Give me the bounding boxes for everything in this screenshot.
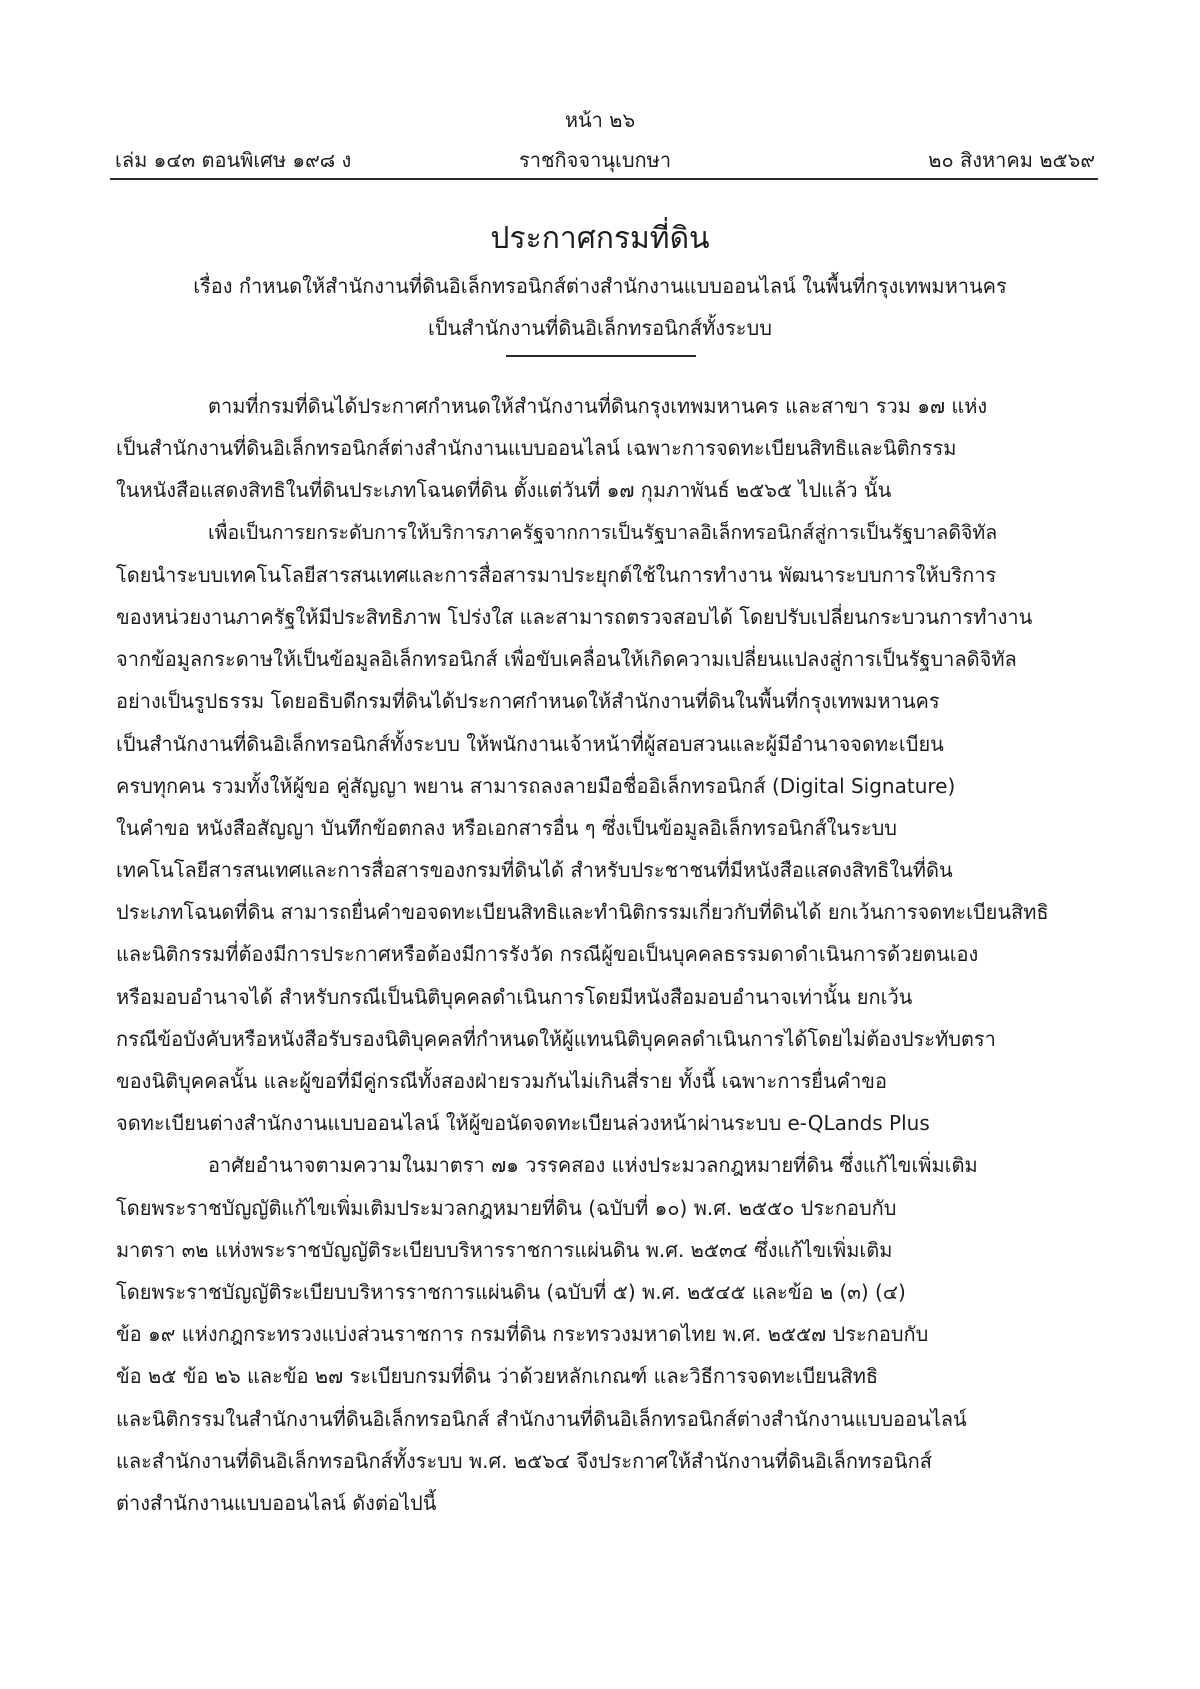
- publication-name: ราชกิจจานุเบกษา: [519, 148, 672, 172]
- body-line: จดทะเบียนต่างสำนักงานแบบออนไลน์ ให้ผู้ขอนัดจดทะเบียนล่วงหน้าผ่านระบบ e-QLands Plus: [116, 1111, 930, 1136]
- document-body: [116, 385, 1096, 1524]
- body-line: ประเภทโฉนดที่ดิน สามารถยื่นคำขอจดทะเบียนสิทธิและทำนิติกรรมเกี่ยวกับที่ดินได้ ยกเว้นการจดทะเบียนสิทธิ: [116, 900, 1049, 925]
- body-line: โดยพระราชบัญญัติระเบียบบริหารราชการแผ่นดิน (ฉบับที่ ๕) พ.ศ. ๒๕๔๕ และข้อ ๒ (๓) (๔): [116, 1279, 906, 1304]
- body-line: ในคำขอ หนังสือสัญญา บันทึกข้อตกลง หรือเอกสารอื่น ๆ ซึ่งเป็นข้อมูลอิเล็กทรอนิกส์ในระบบ: [116, 815, 897, 840]
- body-line: โดยพระราชบัญญัติแก้ไขเพิ่มเติมประมวลกฎหมายที่ดิน (ฉบับที่ ๑๐) พ.ศ. ๒๕๕๐ ประกอบกับ: [116, 1195, 897, 1220]
- body-line: กรณีข้อบังคับหรือหนังสือรับรองนิติบุคคลที่กำหนดให้ผู้แทนนิติบุคคลดำเนินการได้โดยไม่ต้องประทับตรา: [116, 1026, 996, 1051]
- body-line: เพื่อเป็นการยกระดับการให้บริการภาครัฐจากการเป็นรัฐบาลอิเล็กทรอนิกส์สู่การเป็นรัฐบาลดิจิทัล: [208, 520, 998, 544]
- document-subject: [0, 265, 1200, 349]
- body-line: ของหน่วยงานภาครัฐให้มีประสิทธิภาพ โปร่งใส และสามารถตรวจสอบได้ โดยปรับเปลี่ยนกระบวนการทำงาน: [116, 604, 1033, 629]
- body-line: และนิติกรรมในสำนักงานที่ดินอิเล็กทรอนิกส์ สำนักงานที่ดินอิเล็กทรอนิกส์ต่างสำนักงานแบบออนไลน์: [116, 1406, 967, 1431]
- subject-line: เป็นสำนักงานที่ดินอิเล็กทรอนิกส์ทั้งระบบ: [428, 316, 772, 340]
- body-line: เทคโนโลยีสารสนเทศและการสื่อสารของกรมที่ดินได้ สำหรับประชาชนที่มีหนังสือแสดงสิทธิในที่ดิน: [116, 858, 953, 883]
- body-line: อาศัยอำนาจตามความในมาตรา ๗๑ วรรคสอง แห่งประมวลกฎหมายที่ดิน ซึ่งแก้ไขเพิ่มเติม: [208, 1153, 978, 1178]
- body-line: มาตรา ๓๒ แห่งพระราชบัญญัติระเบียบบริหารราชการแผ่นดิน พ.ศ. ๒๕๓๔ ซึ่งแก้ไขเพิ่มเติม: [116, 1237, 893, 1262]
- body-line: ต่างสำนักงานแบบออนไลน์ ดังต่อไปนี้: [116, 1490, 437, 1515]
- body-line: ครบทุกคน รวมทั้งให้ผู้ขอ คู่สัญญา พยาน สามารถลงลายมือชื่ออิเล็กทรอนิกส์ (Digital Signature): [116, 773, 956, 798]
- body-line: และนิติกรรมที่ต้องมีการประกาศหรือต้องมีการรังวัด กรณีผู้ขอเป็นบุคคลธรรมดาดำเนินการด้วยตนเอง: [116, 942, 979, 967]
- body-line: เป็นสำนักงานที่ดินอิเล็กทรอนิกส์ทั้งระบบ ให้พนักงานเจ้าหน้าที่ผู้สอบสวนและผู้มีอำนาจจดทะเบียน: [116, 731, 944, 756]
- title-divider: [506, 355, 696, 357]
- body-line: อย่างเป็นรูปธรรม โดยอธิบดีกรมที่ดินได้ประกาศกำหนดให้สำนักงานที่ดินในพื้นที่กรุงเทพมหานคร: [116, 689, 940, 714]
- body-line: เป็นสำนักงานที่ดินอิเล็กทรอนิกส์ต่างสำนักงานแบบออนไลน์ เฉพาะการจดทะเบียนสิทธิและนิติกรรม: [116, 436, 957, 461]
- body-line: ของนิติบุคคลนั้น และผู้ขอที่มีคู่กรณีทั้งสองฝ่ายรวมกันไม่เกินสี่ราย ทั้งนี้ เฉพาะการยื่นคำขอ: [116, 1069, 887, 1093]
- page-number: หน้า ๒๖: [564, 108, 636, 132]
- body-line: ข้อ ๒๕ ข้อ ๒๖ และข้อ ๒๗ ระเบียบกรมที่ดิน ว่าด้วยหลักเกณฑ์ และวิธีการจดทะเบียนสิทธิ: [116, 1364, 879, 1389]
- header-divider: [110, 178, 1098, 180]
- body-line: จากข้อมูลกระดาษให้เป็นข้อมูลอิเล็กทรอนิกส์ เพื่อขับเคลื่อนให้เกิดความเปลี่ยนแปลงสู่การเป็นรัฐบาลดิจิทัล: [116, 647, 1017, 672]
- publication-date: ๒๐ สิงหาคม ๒๕๖๙: [928, 148, 1095, 172]
- volume-info: เล่ม ๑๔๓ ตอนพิเศษ ๑๙๘ ง: [115, 148, 352, 172]
- body-line: และสำนักงานที่ดินอิเล็กทรอนิกส์ทั้งระบบ พ.ศ. ๒๕๖๔ จึงประกาศให้สำนักงานที่ดินอิเล็กทรอนิกส์: [116, 1448, 932, 1473]
- body-line: ข้อ ๑๙ แห่งกฎกระทรวงแบ่งส่วนราชการ กรมที่ดิน กระทรวงมหาดไทย พ.ศ. ๒๕๕๗ ประกอบกับ: [116, 1322, 929, 1347]
- subject-line: เรื่อง กำหนดให้สำนักงานที่ดินอิเล็กทรอนิกส์ต่างสำนักงานแบบออนไลน์ ในพื้นที่กรุงเทพมหานคร: [193, 274, 1007, 298]
- body-line: ในหนังสือแสดงสิทธิในที่ดินประเภทโฉนดที่ดิน ตั้งแต่วันที่ ๑๗ กุมภาพันธ์ ๒๕๖๕ ไปแล้ว นั้น: [116, 478, 892, 503]
- body-line: ตามที่กรมที่ดินได้ประกาศกำหนดให้สำนักงานที่ดินกรุงเทพมหานคร และสาขา รวม ๑๗ แห่ง: [208, 394, 988, 418]
- body-line: หรือมอบอำนาจได้ สำหรับกรณีเป็นนิติบุคคลดำเนินการโดยมีหนังสือมอบอำนาจเท่านั้น ยกเว้น: [116, 984, 913, 1009]
- body-line: โดยนำระบบเทคโนโลยีสารสนเทศและการสื่อสารมาประยุกต์ใช้ในการทำงาน พัฒนาระบบการให้บริการ: [116, 562, 997, 587]
- document-title: ประกาศกรมที่ดิน: [490, 221, 710, 256]
- gazette-header: [115, 144, 1095, 176]
